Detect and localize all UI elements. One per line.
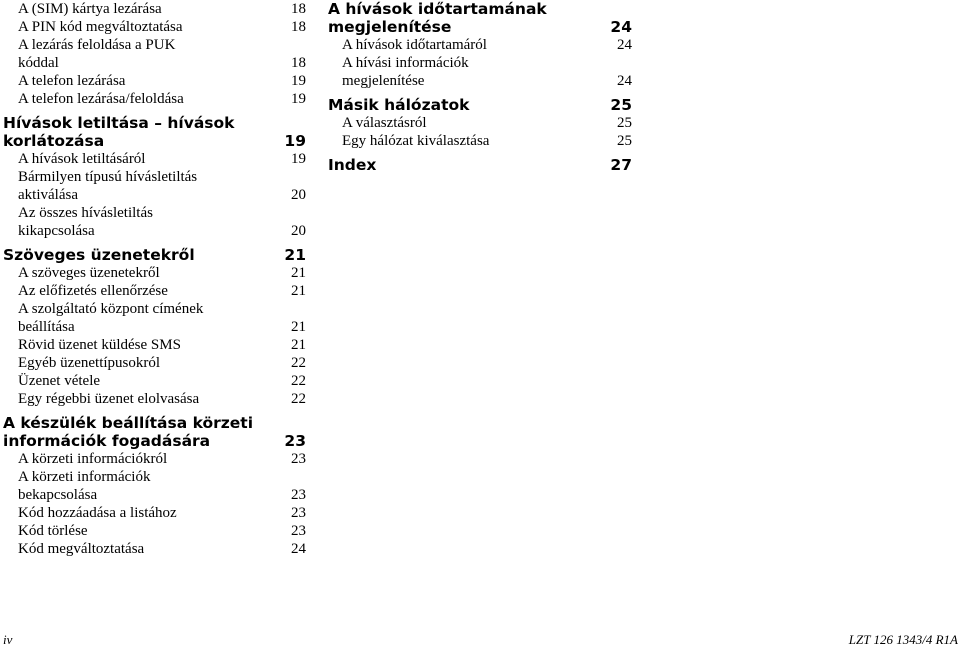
toc-page-number: 19	[284, 132, 306, 150]
toc-entry-text: aktiválása	[18, 187, 78, 203]
toc-entry	[0, 540, 306, 558]
toc-page-number: 19	[291, 151, 306, 167]
toc-entry	[0, 0, 306, 18]
toc-entry-text: Egy hálózat kiválasztása	[342, 133, 490, 149]
document-code: LZT 126 1343/4 R1A	[848, 632, 958, 647]
toc-entry-text: Üzenet vétele	[18, 373, 101, 389]
toc-entry	[0, 282, 306, 300]
toc-entry-text: A szolgáltató központ címének	[18, 301, 204, 317]
toc-entry-text: Kód törlése	[18, 523, 88, 539]
toc-entry-text: Hívások letiltása – hívások	[3, 114, 235, 132]
toc-entry	[324, 54, 632, 90]
toc-entry-text: Szöveges üzenetekről	[3, 246, 195, 264]
toc-entry-text: Kód hozzáadása a listához	[18, 505, 177, 521]
toc-entry	[0, 204, 306, 240]
toc-entry	[0, 372, 306, 390]
toc-entry	[0, 36, 306, 72]
toc-section-heading	[324, 0, 632, 36]
toc-entry	[0, 18, 306, 36]
toc-entry	[324, 114, 632, 132]
toc-page-number: 18	[291, 1, 306, 17]
toc-page-number: 25	[617, 133, 632, 149]
toc-entry	[0, 354, 306, 372]
toc-entry	[0, 390, 306, 408]
toc-entry-text: A választásról	[342, 115, 427, 131]
toc-entry-text: Index	[328, 156, 377, 174]
toc-page-number: 21	[291, 265, 306, 281]
toc-section-heading	[0, 246, 306, 264]
toc-entry	[0, 468, 306, 504]
toc-page-number: 24	[610, 18, 632, 36]
toc-entry-text: beállítása	[18, 319, 75, 335]
toc-page-number: 23	[284, 432, 306, 450]
toc-page-number: 21	[284, 246, 306, 264]
toc-entry-text: A (SIM) kártya lezárása	[18, 1, 162, 17]
toc-page-number: 20	[291, 187, 306, 203]
toc-entry-text: Kód megváltoztatása	[18, 541, 145, 557]
toc-entry-text: A hívások időtartamának	[328, 0, 547, 18]
toc-entry-text: A hívások időtartamáról	[342, 37, 487, 53]
toc-entry	[0, 336, 306, 354]
toc-page-number: 25	[617, 115, 632, 131]
toc-page-number: 24	[617, 73, 632, 89]
toc-section-heading	[0, 114, 306, 150]
toc-entry-text: Rövid üzenet küldése SMS	[18, 337, 181, 353]
toc-entry-text: A szöveges üzenetekről	[18, 265, 160, 281]
toc-entry	[324, 36, 632, 54]
toc-page-number: 23	[291, 487, 306, 503]
page-number: iv	[3, 632, 13, 647]
toc-entry	[0, 522, 306, 540]
toc-entry	[0, 72, 306, 90]
toc-page-number: 22	[291, 355, 306, 371]
toc-page-number: 23	[291, 451, 306, 467]
toc-page-number: 27	[610, 156, 632, 174]
toc-page-number: 23	[291, 505, 306, 521]
toc-entry-text: megjelenítése	[342, 73, 425, 89]
toc-left-column	[0, 0, 306, 558]
toc-page-number: 21	[291, 283, 306, 299]
toc-page-number: 18	[291, 55, 306, 71]
toc-section-heading	[324, 96, 632, 114]
toc-entry-text: Egyéb üzenettípusokról	[18, 355, 161, 371]
toc-entry-text: A telefon lezárása/feloldása	[18, 91, 184, 107]
toc-entry	[0, 504, 306, 522]
toc-entry-text: A körzeti információk	[18, 469, 151, 485]
toc-right-column	[324, 0, 632, 174]
toc-entry-text: korlátozása	[3, 132, 105, 150]
toc-page-number: 21	[291, 337, 306, 353]
toc-page-number: 23	[291, 523, 306, 539]
toc-page-number: 24	[617, 37, 632, 53]
toc-page-number: 21	[291, 319, 306, 335]
toc-page-number: 24	[291, 541, 306, 557]
toc-entry-text: A hívások letiltásáról	[18, 151, 146, 167]
toc-entry-text: megjelenítése	[328, 18, 452, 36]
toc-entry-text: Az előfizetés ellenőrzése	[18, 283, 168, 299]
toc-section-heading	[324, 156, 632, 174]
toc-entry-text: A lezárás feloldása a PUK	[18, 37, 176, 53]
toc-entry-text: Bármilyen típusú hívásletiltás	[18, 169, 198, 185]
toc-entry-text: Másik hálózatok	[328, 96, 470, 114]
toc-entry-text: Egy régebbi üzenet elolvasása	[18, 391, 200, 407]
toc-entry-text: A körzeti információkról	[18, 451, 168, 467]
toc-entry	[324, 132, 632, 150]
toc-page-number: 22	[291, 373, 306, 389]
toc-entry-text: kikapcsolása	[18, 223, 95, 239]
toc-entry	[0, 90, 306, 108]
toc-entry	[0, 150, 306, 168]
toc-entry-text: A telefon lezárása	[18, 73, 126, 89]
toc-entry-text: bekapcsolása	[18, 487, 98, 503]
toc-page-number: 22	[291, 391, 306, 407]
toc-page-number: 19	[291, 73, 306, 89]
toc-entry	[0, 168, 306, 204]
toc-entry-text: A PIN kód megváltoztatása	[18, 19, 183, 35]
toc-entry	[0, 300, 306, 336]
toc-page-number: 20	[291, 223, 306, 239]
toc-entry-text: kóddal	[18, 55, 59, 71]
toc-entry-text: A készülék beállítása körzeti	[3, 414, 254, 432]
toc-entry	[0, 264, 306, 282]
toc-page-number: 19	[291, 91, 306, 107]
toc-page-number: 25	[610, 96, 632, 114]
toc-entry-text: információk fogadására	[3, 432, 211, 450]
toc-entry-text: A hívási információk	[342, 55, 469, 71]
toc-section-heading	[0, 414, 306, 450]
toc-page-number: 18	[291, 19, 306, 35]
toc-entry-text: Az összes hívásletiltás	[18, 205, 153, 221]
toc-entry	[0, 450, 306, 468]
